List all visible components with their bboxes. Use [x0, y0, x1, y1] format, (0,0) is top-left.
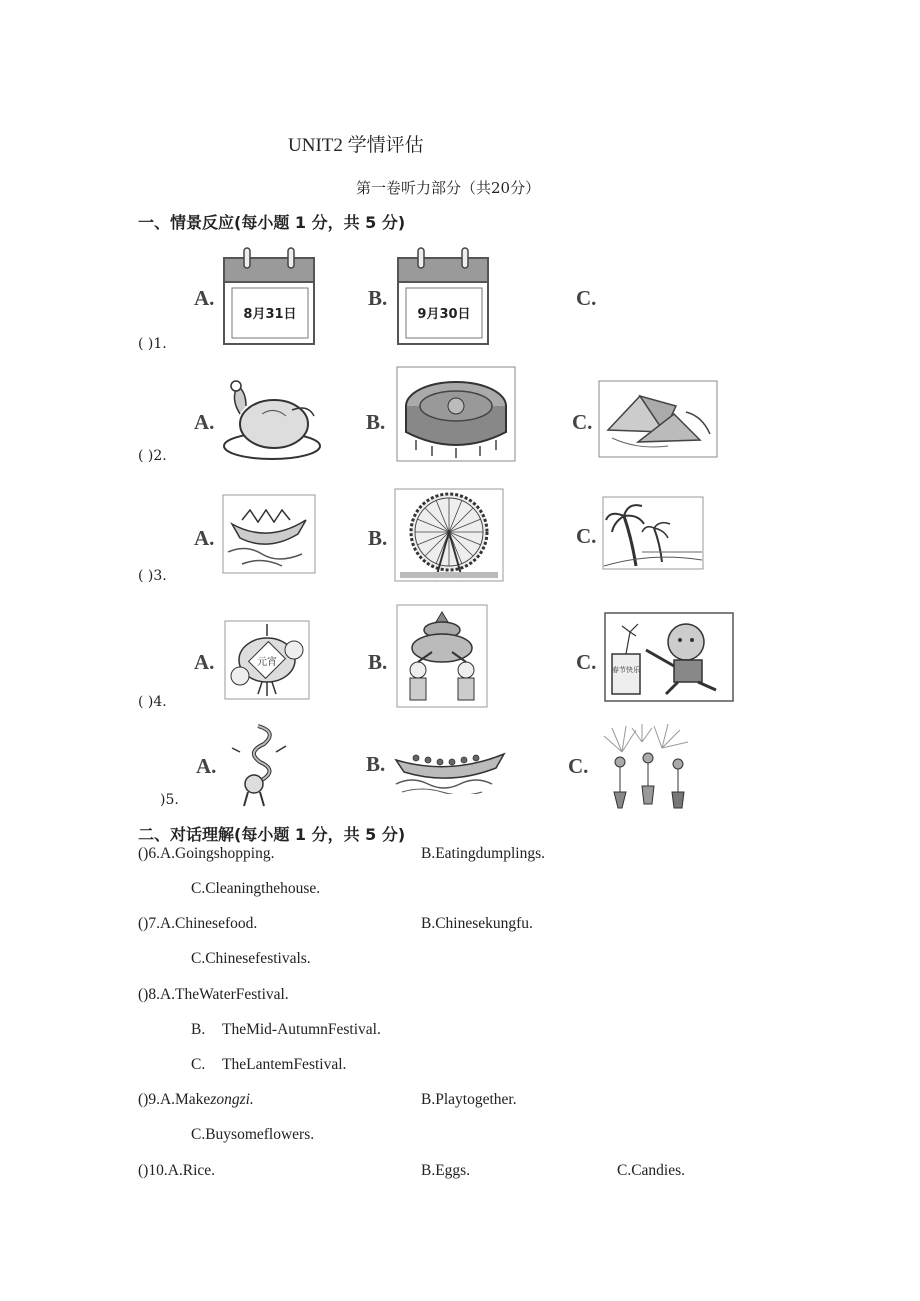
q1-number: ( )1. — [138, 336, 167, 352]
q8-option-b-letter: B. — [191, 1021, 206, 1038]
q9-option-a-prefix: ()9.A.Make — [138, 1091, 211, 1108]
q3-dragon-boat-image[interactable] — [222, 494, 316, 578]
q1-option-a-letter: A. — [194, 286, 215, 310]
q5-dragon-boat-race-image[interactable] — [392, 736, 508, 798]
q7-option-b: B.Chinesekungfu. — [421, 915, 533, 932]
q4-firecracker-boy-image[interactable] — [604, 612, 734, 706]
q4-lantern-image[interactable] — [224, 620, 310, 704]
q4-option-a-letter: A. — [194, 650, 215, 674]
q1-calendar-a-image[interactable] — [222, 244, 318, 352]
q4-number: ( )4. — [138, 694, 167, 710]
q4-option-c-letter: C. — [576, 650, 597, 674]
q5-water-festival-image[interactable] — [592, 722, 702, 814]
q2-option-a-letter: A. — [194, 410, 215, 434]
q3-option-b-letter: B. — [368, 526, 388, 550]
q4-option-b-letter: B. — [368, 650, 388, 674]
q8-option-c-letter: C. — [191, 1056, 206, 1073]
q3-option-c-letter: C. — [576, 524, 597, 548]
q1-option-b-letter: B. — [368, 286, 388, 310]
q8-option-c: TheLantemFestival. — [222, 1056, 347, 1073]
q4-firecracker-text: 春节快乐 — [612, 666, 640, 674]
q8-option-a: ()8.A.TheWaterFestival. — [138, 986, 289, 1003]
q2-zongzi-image[interactable] — [598, 380, 718, 462]
q1-calendar-a-text: 8月31日 — [243, 307, 297, 322]
q10-option-a: ()10.A.Rice. — [138, 1162, 216, 1179]
q1-option-c-letter: C. — [576, 286, 597, 310]
q2-option-b-letter: B. — [366, 410, 386, 434]
q9-option-a-italic: zongzi. — [210, 1091, 254, 1108]
q4-lantern-text: 元宵 — [257, 657, 277, 668]
q2-number: ( )2. — [138, 448, 167, 464]
q1-calendar-b-image[interactable] — [396, 244, 492, 352]
page-subtitle: 第一卷听力部分（共20分） — [356, 179, 541, 197]
q10-option-c: C.Candies. — [617, 1162, 686, 1179]
q2-mooncake-image[interactable] — [396, 366, 516, 466]
q6-option-a: ()6.A.Goingshopping. — [138, 845, 275, 862]
q9-option-c: C.Buysomeflowers. — [191, 1126, 315, 1143]
q6-option-b: B.Eatingdumplings. — [421, 845, 545, 862]
section1-heading: 一、情景反应(每小题 1 分，共 5 分) — [138, 213, 406, 232]
q3-ferris-wheel-image[interactable] — [394, 488, 504, 586]
q5-number: )5. — [160, 792, 179, 808]
q5-dragon-dance-image[interactable] — [228, 722, 290, 812]
page-title: UNIT2 学情评估 — [288, 135, 424, 156]
q5-option-b-letter: B. — [366, 752, 386, 776]
q8-option-b: TheMid-AutumnFestival. — [222, 1021, 381, 1038]
q7-option-c: C.Chinesefestivals. — [191, 950, 311, 967]
q5-option-a-letter: A. — [196, 754, 217, 778]
section2-heading: 二、对话理解(每小题 1 分，共 5 分) — [138, 825, 406, 844]
q5-option-c-letter: C. — [568, 754, 589, 778]
q4-lion-dance-image[interactable] — [396, 604, 488, 712]
q7-option-a: ()7.A.Chinesefood. — [138, 915, 258, 932]
q1-calendar-b-text: 9月30日 — [417, 307, 471, 322]
q2-option-c-letter: C. — [572, 410, 593, 434]
q6-option-c: C.Cleaningthehouse. — [191, 880, 321, 897]
q2-roast-turkey-image[interactable] — [222, 374, 324, 468]
q9-option-a — [138, 1091, 254, 1109]
q10-option-b: B.Eggs. — [421, 1162, 471, 1179]
q3-beach-palm-image[interactable] — [602, 496, 704, 574]
q3-option-a-letter: A. — [194, 526, 215, 550]
q3-number: ( )3. — [138, 568, 167, 584]
q9-option-b: B.Playtogether. — [421, 1091, 517, 1108]
